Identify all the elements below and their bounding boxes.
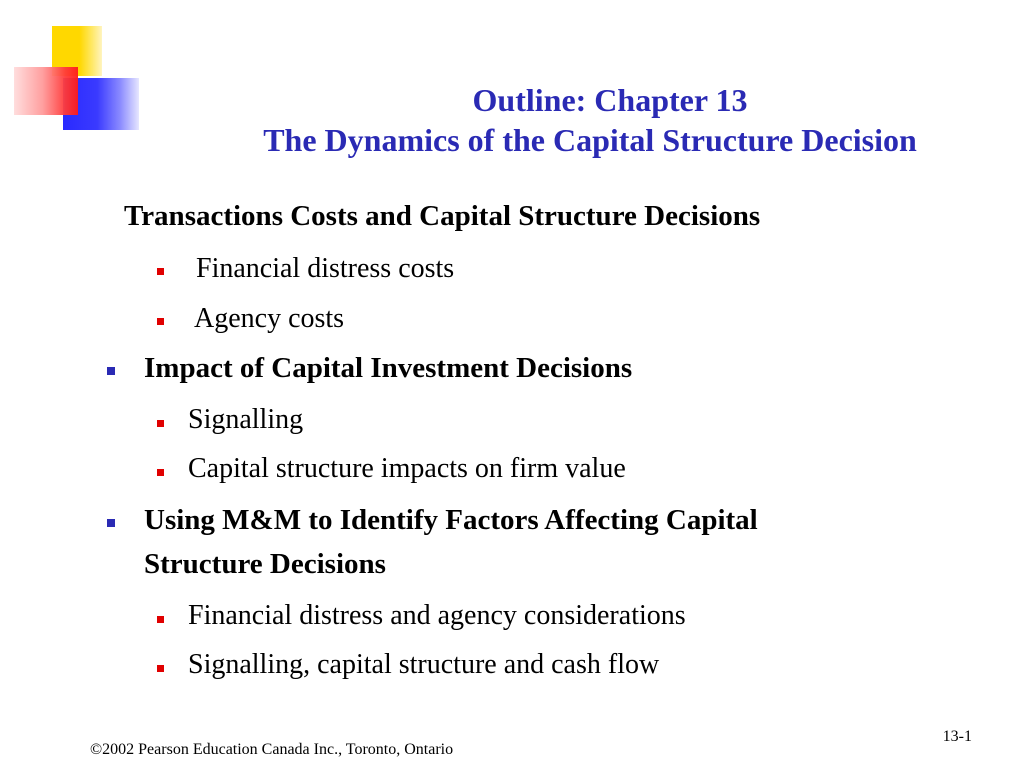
blue-square-bullet-icon: [107, 519, 115, 527]
red-square-bullet-icon: [157, 420, 164, 427]
list-item: Agency costs: [194, 303, 345, 334]
list-item: Signalling: [188, 404, 304, 435]
red-square-bullet-icon: [157, 665, 164, 672]
title-line-2: The Dynamics of the Capital Structure Decision: [263, 122, 917, 158]
list-item: Signalling, capital structure and cash flow: [188, 649, 660, 680]
title-line-1: Outline: Chapter 13: [472, 82, 748, 118]
page-number: 13-1: [942, 728, 972, 745]
red-square-bullet-icon: [157, 469, 164, 476]
red-square-bullet-icon: [157, 268, 164, 275]
red-square-bullet-icon: [157, 616, 164, 623]
section-heading: Transactions Costs and Capital Structure Decisions: [124, 200, 761, 232]
section-heading-continued: Structure Decisions: [144, 548, 386, 580]
section-heading: Impact of Capital Investment Decisions: [144, 352, 633, 384]
list-item: Capital structure impacts on firm value: [188, 453, 626, 484]
footer-copyright: ©2002 Pearson Education Canada Inc., Toronto, Ontario: [90, 741, 454, 758]
section-heading: Using M&M to Identify Factors Affecting Capital: [144, 504, 758, 536]
list-item: Financial distress costs: [196, 253, 455, 284]
list-item: Financial distress and agency considerations: [188, 600, 686, 631]
blue-square-bullet-icon: [107, 367, 115, 375]
red-square-bullet-icon: [157, 318, 164, 325]
